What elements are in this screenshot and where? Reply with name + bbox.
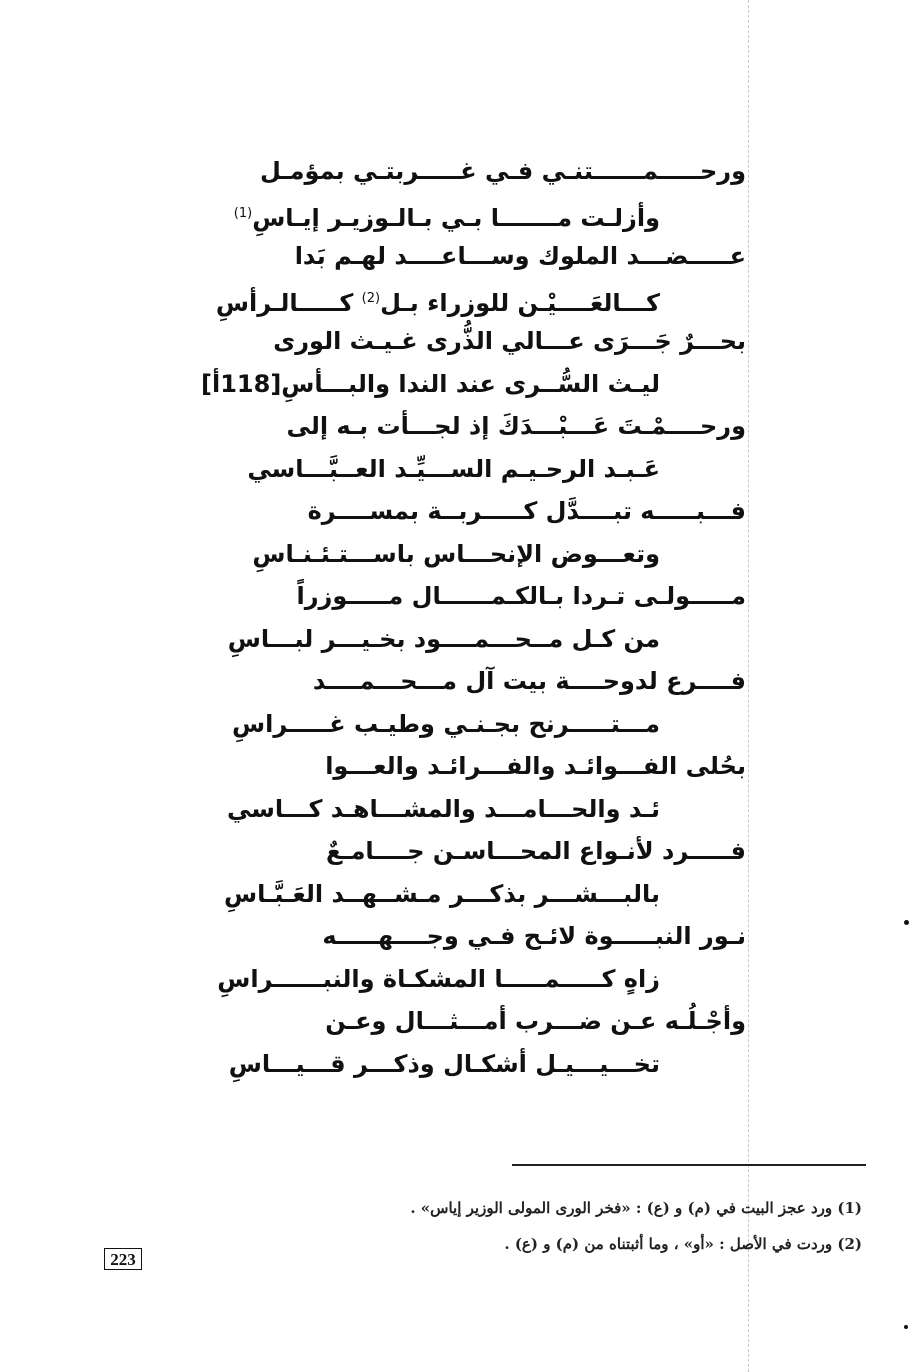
poem-line: من كـل مــحـــمــــود بخـيـــر لبـــاسِ [227, 624, 660, 653]
poem-line: بحُلى الفـــوائـد والفـــرائـد والعـــوا [325, 752, 746, 780]
poem-line: وأجْـلُـه عـن ضـــرب أمـــثـــال وعـن [325, 1007, 746, 1035]
footnote-marker: (2) [361, 290, 381, 306]
margin-dot [904, 1325, 908, 1329]
poem-line: بالبـــشـــر بذكـــر مـشــهــد العَـبَّـاسِ [224, 879, 660, 908]
footnote: (1) ورد عجز البيت في (م) و (ع) : «فخر الورى المولى الوزير إياس» . [410, 1199, 862, 1217]
footnotes [320, 1190, 862, 1262]
poem-line: فـــبـــــه تبــــدَّل كـــــربــة بمســــرة [307, 497, 746, 525]
footnote-divider [512, 1164, 866, 1166]
poem-line: زاهٍ كـــــمـــــا المشكـاة والنبــــــراسِ [217, 964, 660, 993]
poem-line: ليـث السُّــرى عند الندا والبـــأسِ[118أ] [201, 369, 660, 398]
page-number: 223 [104, 1248, 142, 1270]
poem [201, 150, 760, 1085]
poem-line: وأزلـت مـــــــا بـي بـالـوزيـر إيـاسِ$^{(1)}$ [233, 203, 660, 232]
poem-line: ئـد والحـــامـــد والمشـــاهـد كـــاسي [226, 794, 660, 823]
poem-line: مـــــولـى تـردا بـالكـمــــــال مـــــوزراً [296, 582, 746, 610]
poem-line: ورحـــــمــــــتنـي فـي غـــــربتـي بمؤمـل [260, 157, 746, 185]
poem-line: عـــــضـــد الملوك وســـاعــــد لهـم بَدا [294, 242, 746, 270]
poem-line: ورحــــمْـتَ عَـــبْـــدَكَ إذ لجـــأت بـه إلى [286, 412, 746, 440]
poem-line: تخـــيـــيـل أشكـال وذكـــر قـــيـــاسِ [228, 1049, 660, 1078]
poem-line: فــــرع لدوحــــة بيت آل مـــحـــمــــد [312, 667, 746, 695]
poem-line: نـور النبـــــوة لائـح فـي وجــــهـــــه [322, 922, 746, 950]
footnote-marker: (1) [233, 205, 253, 221]
poem-line: مـــتـــــرنح بجـنـي وطيـب غـــــراسِ [232, 709, 660, 738]
poem-line: بحـــرٌ جَـــرَى عـــالي الذُّرى غـيـث الورى [273, 327, 746, 355]
poem-line: عَـبـد الرحـيـم الســـيِّـد العــبَّـــاسي [247, 454, 660, 483]
poem-line: كـــالعَــــيْـن للوزراء بـل$^{(2)}$ كـــــالـرأسِ [215, 288, 660, 317]
poem-line: وتعـــوض الإنحـــاس باســـتـئـنـاسِ [252, 539, 660, 568]
footnote: (2) وردت في الأصل : «أو» ، وما أثبتناه من (م) و (ع) . [504, 1235, 862, 1253]
margin-dot [904, 920, 909, 925]
poem-line: فـــــرد لأنـواع المحـــاسـن جــــامـعٌ [325, 837, 746, 865]
